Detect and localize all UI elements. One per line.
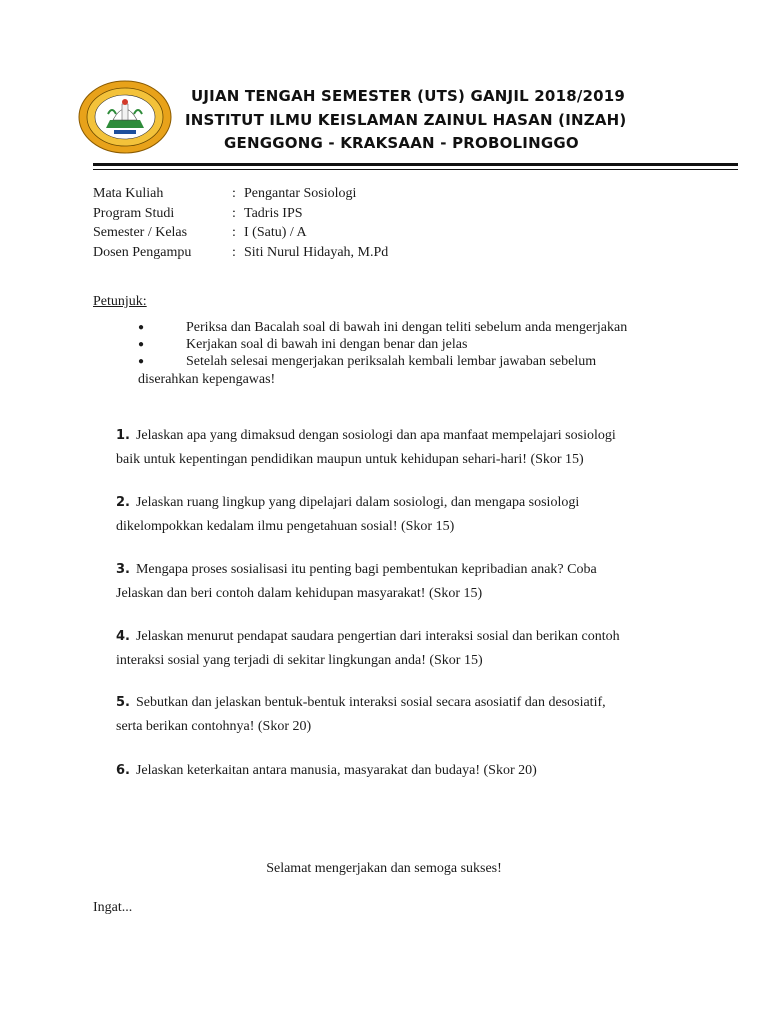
question-text: Mengapa proses sosialisasi itu penting bagi pembentukan kepribadian anak? Coba — [135, 562, 597, 577]
info-label: Dosen Pengampu — [93, 244, 192, 260]
question-text-cont: baik untuk kepentingan pendidikan maupun untuk kehidupan sehari-hari! (Skor 15) — [116, 452, 584, 467]
list-item — [138, 353, 698, 370]
question-text-cont: Jelaskan dan beri contoh dalam kehidupan masyarakat! (Skor 15) — [116, 586, 483, 601]
info-value: Siti Nurul Hidayah, M.Pd — [244, 244, 389, 260]
instructions-heading: Petunjuk: — [93, 294, 147, 309]
info-label: Mata Kuliah — [93, 186, 164, 201]
list-item — [138, 319, 698, 336]
question-text: Jelaskan ruang lingkup yang dipelajari dalam sosiologi, dan mengapa sosiologi — [135, 495, 580, 510]
question-text-cont: dikelompokkan kedalam ilmu pengetahuan sosial! (Skor 15) — [116, 519, 455, 534]
question-item — [116, 558, 716, 606]
question-item — [116, 424, 716, 472]
info-label: Program Studi — [93, 205, 175, 221]
info-value: I (Satu) / A — [244, 225, 307, 240]
info-value: Pengantar Sosiologi — [244, 186, 357, 201]
question-item — [116, 691, 716, 739]
question-text-cont: serta berikan contohnya! (Skor 20) — [116, 719, 312, 734]
bullet-icon: ● — [138, 356, 145, 367]
header-title-line-2: INSTITUT ILMU KEISLAMAN ZAINUL HASAN (INZAH) — [185, 111, 627, 129]
list-item — [138, 336, 698, 353]
question-item — [116, 625, 716, 673]
question-number: 3. — [116, 562, 130, 577]
header-title-line-1: UJIAN TENGAH SEMESTER (UTS) GANJIL 2018/2019 — [191, 87, 626, 105]
question-number: 4. — [116, 629, 130, 644]
closing-message: Selamat mengerjakan dan semoga sukses! — [266, 861, 502, 876]
info-value: Tadris IPS — [244, 205, 303, 221]
header-rule-thin — [93, 169, 738, 170]
info-colon: : — [232, 205, 236, 221]
instruction-text: Kerjakan soal di bawah ini dengan benar dan jelas — [186, 337, 468, 352]
info-colon: : — [232, 244, 236, 260]
institution-logo — [78, 80, 172, 154]
question-text: Jelaskan menurut pendapat saudara pengertian dari interaksi sosial dan berikan contoh — [135, 629, 620, 644]
reminder-text: Ingat... — [93, 900, 133, 915]
bullet-icon: ● — [138, 339, 145, 350]
question-text: Sebutkan dan jelaskan bentuk-bentuk interaksi sosial secara asosiatif dan desosiatif, — [135, 695, 606, 710]
instructions-list — [138, 319, 698, 370]
question-text: Jelaskan keterkaitan antara manusia, masyarakat dan budaya! (Skor 20) — [135, 763, 537, 778]
question-number: 6. — [116, 763, 130, 778]
header-rule-thick — [93, 163, 738, 166]
info-colon: : — [232, 186, 236, 201]
header-title-line-3: GENGGONG - KRAKSAAN - PROBOLINGGO — [224, 134, 579, 152]
info-label: Semester / Kelas — [93, 225, 188, 240]
question-number: 5. — [116, 695, 130, 710]
info-colon: : — [232, 225, 236, 240]
question-number: 1. — [116, 428, 130, 443]
question-item — [116, 759, 716, 783]
question-number: 2. — [116, 495, 130, 510]
question-text: Jelaskan apa yang dimaksud dengan sosiologi dan apa manfaat mempelajari sosiologi — [135, 428, 616, 443]
question-text-cont: interaksi sosial yang terjadi di sekitar lingkungan anda! (Skor 15) — [116, 653, 483, 668]
instruction-text: Periksa dan Bacalah soal di bawah ini dengan teliti sebelum anda mengerjakan — [186, 320, 628, 335]
instruction-continuation: diserahkan kepengawas! — [138, 372, 276, 387]
instruction-text: Setelah selesai mengerjakan periksalah kembali lembar jawaban sebelum — [186, 354, 597, 369]
bullet-icon: ● — [138, 322, 145, 333]
question-item — [116, 491, 716, 539]
